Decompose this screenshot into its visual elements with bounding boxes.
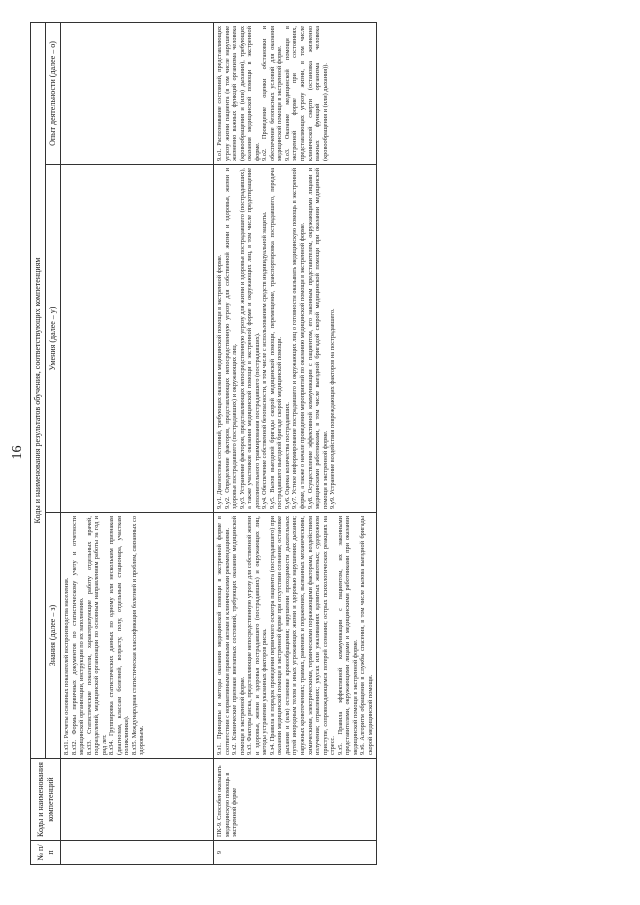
list-item: 9.о3. Оказание медицинской помощи в экстренной форме при состояниях, представляющих угрозу жизни, в том числе клинической смерти (остановка жизненно важных функций организма человека (кровообращения и (или) дыхания)). (283, 26, 329, 161)
row2-competence: ПК-9. Способен оказывать медицинскую помощь в экстренной форме (214, 759, 377, 841)
row2-no: 9 (214, 841, 377, 865)
list-item: 8.з35. Международная статистическая классификация болезней и проблем, связанных со здоровьем. (130, 516, 146, 755)
list-item: 9.у9. Устранение воздействия повреждающих факторов на пострадавшего. (329, 308, 337, 509)
header-competence: Коды и наименования компетенций (31, 759, 61, 841)
list-item: 9.у5. Вызов выездной бригады скорой медицинской помощи, перемещение, транспортировка пострадавшего, передача пострадавшего выездной бригаде скорой медицинской помощи. (268, 168, 284, 509)
header-row-1 (31, 23, 46, 865)
list-item: 8.з32. Формы первичных документов по статистическому учету и отчетности медицинской организации, инструкции по их заполнению. (70, 516, 86, 755)
header-experience: Опыт деятельности (далее – о) (46, 23, 61, 165)
list-item: 9.з2. Клинические признаки внезапных состояний, требующих оказания медицинской помощи в экстренной форме. (231, 516, 246, 755)
row1-knowledge (61, 513, 214, 759)
header-knowledge: Знания (далее – з) (46, 513, 61, 759)
row1-skills (61, 165, 214, 513)
list-item: 9.з3. Факторы риска, представляющие непосредственную угрозу для собственной жизни и здоровья, жизни и здоровья пострадавшего (пострадавших) и окружающих лиц, методы устранения указанных факторов риска. (246, 516, 269, 755)
row2-skills (214, 165, 377, 513)
list-item: 9.у1. Диагностика состояний, требующих оказания медицинской помощи в экстренной форме. (216, 254, 223, 509)
list-item: 9.у2. Определение факторов, представляющих непосредственную угрозу для собственной жизни и здоровья, жизни и здоровья пострадавшего (пострадавших) и окружающих лиц. (223, 168, 239, 509)
table-row (61, 23, 214, 865)
row2-experience (214, 23, 377, 165)
list-item: 9.з1. Принципы и методы оказания медицинской помощи в экстренной форме в соответствии с нормативными правовыми актами и клиническими рекомендациями. (216, 516, 231, 755)
header-results-group: Коды и наименования результатов обучения, соответствующих компетенциям (31, 23, 46, 759)
list-item: 9.з5. Правила эффективной коммуникации с пациентом, их законными представителями, окружающими лицами и медицинскими работниками при оказании медицинской помощи в экстренной форме. (336, 516, 359, 755)
header-skills: Умения (далее – у) (46, 165, 61, 513)
list-item: 9.о1. Распознавание состояний, представляющих угрозу жизни пациента (в том числе нарушение жизненно важных функций организма человека (кровообращения и (или) дыхания), требующих оказания медицинской помощи в экстренной форме. (216, 26, 261, 161)
list-item: 9.у8. Осуществление эффективной коммуникации с пациентом, его законным представителем, окружающими лицами и медицинскими работниками, в том числе выездной бригадой скорой медицинской помощи при оказании медицинской помощи в экстренной форме. (306, 168, 329, 509)
list-item: 9.з4. Правила и порядок проведения первичного осмотра пациента (пострадавшего) при оказании медицинской помощи в экстренной форме при отсутствии сознания; остановке дыхания и (или) остановке кровообращения; нарушении проходимости дыхательных путей инородным телом и иных угрожающих жизни и здоровью нарушениях дыхания; наружных кровотечениях; травмах, ранениях и поражениях, вызванных механическими, химическими, электрическими, термическими поражающими факторами, воздействием излучения; отравлениях; укусах или ужаливаниях ядовитых животных; судорожном приступе, сопровождающемся потерей сознания; острых психологических реакциях на стресс. (268, 516, 337, 755)
list-item: 9.о2. Проведение оценки обстановки и обеспечение безопасных условий для оказания медицинской помощи в экстренной форме. (261, 26, 284, 161)
list-item: 9.у4. Обеспечение собственной безопасности, в том числе с использованием средств индивидуальной защиты. (261, 211, 269, 509)
table-row (214, 23, 377, 865)
header-row-2 (46, 23, 61, 865)
header-no: № п/п (31, 841, 61, 865)
list-item: 8.з34. Группировка статистических данных по одному или нескольким признакам (диагнозам, классам болезней, возрасту, полу, отдельным стационара, участкам поликлиники). (108, 516, 131, 755)
row1-no (61, 841, 214, 865)
list-item: 9.з6. Алгоритм обращения в службы спасения, в том числе вызова выездной бригады скорой медицинской помощи. (359, 516, 374, 755)
row1-experience (61, 23, 214, 165)
list-item: 8.з33. Статистические показатели, характеризующие работу отдельных врачей, подразделений, медицинской организации по основным направлениям работы за год и ряд лет. (85, 516, 108, 755)
competence-table (30, 22, 377, 865)
list-item: 8.з31. Расчеты основных показателей воспроизводства населения. (63, 577, 70, 755)
list-item: 9.у3. Устранение факторов, представляющих непосредственную угрозу для жизни и здоровья пострадавшего (пострадавших), а также участников оказания медицинской помощи в экстренной форме и окружающих лиц, в том числе предотвращение дополнительного травмирования пострадавшего (пострадавших). (238, 168, 261, 509)
page-number: 16 (10, 445, 25, 460)
row2-knowledge (214, 513, 377, 759)
list-item: 9.у7. Устное информирование пострадавшего и окружающих лиц о готовности оказывать медицинскую помощь в экстренной форме, а также о начале проведения мероприятий по оказанию медицинской помощи в экстренной форме. (291, 168, 307, 509)
list-item: 9.у6. Оценка количества пострадавших. (283, 402, 291, 509)
row1-competence (61, 759, 214, 841)
